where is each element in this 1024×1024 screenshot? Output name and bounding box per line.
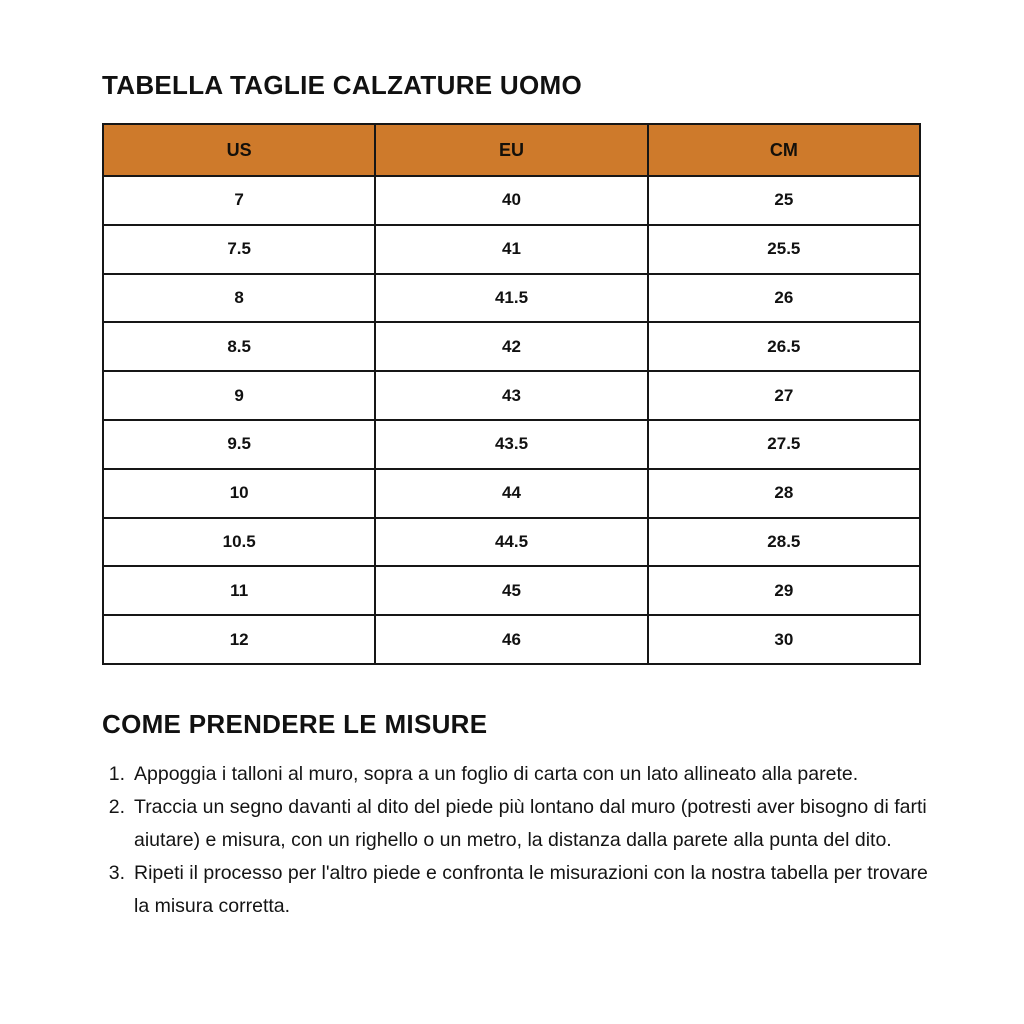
measure-steps-list: [102, 758, 932, 923]
table-row: [103, 518, 920, 567]
eu-size-cell: 42: [375, 322, 647, 371]
size-table-header-cell: US: [103, 124, 375, 176]
table-row: [103, 615, 920, 664]
us-size-cell: 9.5: [103, 420, 375, 469]
eu-size-cell: 40: [375, 176, 647, 225]
eu-size-cell: 43: [375, 371, 647, 420]
size-table-title: TABELLA TAGLIE CALZATURE UOMO: [102, 70, 583, 100]
eu-size-cell: 46: [375, 615, 647, 664]
list-item: [102, 791, 932, 857]
us-size-cell: 11: [103, 566, 375, 615]
list-item: [102, 857, 932, 923]
cm-size-cell: 26: [648, 274, 920, 323]
us-size-cell: 12: [103, 615, 375, 664]
cm-size-cell: 28.5: [648, 518, 920, 567]
table-row: [103, 420, 920, 469]
table-row: [103, 274, 920, 323]
cm-size-cell: 27: [648, 371, 920, 420]
cm-size-cell: 27.5: [648, 420, 920, 469]
us-size-cell: 8.5: [103, 322, 375, 371]
cm-size-cell: 26.5: [648, 322, 920, 371]
measure-section-title: COME PRENDERE LE MISURE: [102, 708, 488, 739]
step-text: Ripeti il processo per l'altro piede e confronta le misurazioni con la nostra tabella per trovare la misura corretta.: [134, 861, 928, 917]
size-table: [102, 123, 921, 665]
us-size-cell: 10: [103, 469, 375, 518]
step-number: 2.: [108, 795, 125, 818]
us-size-cell: 10.5: [103, 518, 375, 567]
step-text: Appoggia i talloni al muro, sopra a un foglio di carta con un lato allineato alla parete.: [134, 762, 859, 785]
table-row: [103, 176, 920, 225]
size-table-header-cell: EU: [375, 124, 647, 176]
table-row: [103, 566, 920, 615]
size-table-header-cell: CM: [648, 124, 920, 176]
table-row: [103, 322, 920, 371]
cm-size-cell: 29: [648, 566, 920, 615]
eu-size-cell: 44.5: [375, 518, 647, 567]
cm-size-cell: 30: [648, 615, 920, 664]
eu-size-cell: 41: [375, 225, 647, 274]
eu-size-cell: 45: [375, 566, 647, 615]
eu-size-cell: 44: [375, 469, 647, 518]
size-table-header-row: [103, 124, 920, 176]
step-number: 1.: [108, 762, 125, 785]
step-text: Traccia un segno davanti al dito del piede più lontano dal muro (potresti aver bisogno di farti aiutare) e misura, con un righello o un metro, la distanza dalla parete alla punta del dito.: [134, 795, 927, 851]
eu-size-cell: 43.5: [375, 420, 647, 469]
table-row: [103, 225, 920, 274]
step-number: 3.: [108, 861, 125, 884]
us-size-cell: 7: [103, 176, 375, 225]
table-row: [103, 371, 920, 420]
list-item: [102, 758, 932, 791]
cm-size-cell: 25: [648, 176, 920, 225]
us-size-cell: 9: [103, 371, 375, 420]
cm-size-cell: 25.5: [648, 225, 920, 274]
cm-size-cell: 28: [648, 469, 920, 518]
table-row: [103, 469, 920, 518]
us-size-cell: 7.5: [103, 225, 375, 274]
eu-size-cell: 41.5: [375, 274, 647, 323]
us-size-cell: 8: [103, 274, 375, 323]
